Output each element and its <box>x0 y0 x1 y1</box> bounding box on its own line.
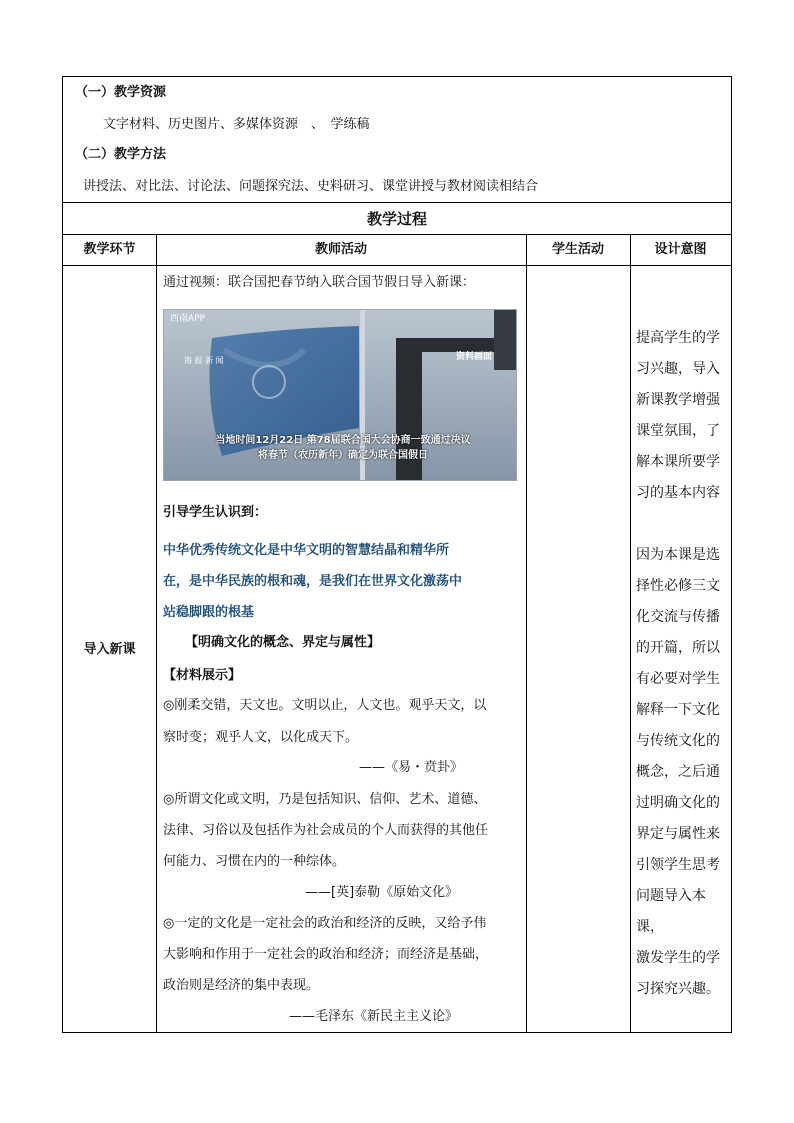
intent-line: 过明确文化的 <box>636 795 720 811</box>
emphasis-line-3: 站稳脚跟的根基 <box>163 605 255 620</box>
quote-1-line-2: 察时变；观乎人文，以化成天下。 <box>163 730 359 745</box>
intent-line: 解释一下文化 <box>636 702 720 718</box>
header-teacher: 教师活动 <box>314 242 367 257</box>
emphasis-line-2: 在，是中华民族的根和魂，是我们在世界文化激荡中 <box>163 574 463 589</box>
caption-line-1: 当地时间12月22日 第78届联合国大会协商一致通过决议 <box>215 435 471 446</box>
intent-line: 概念，之后通 <box>636 764 720 780</box>
un-flag-video-still <box>163 309 517 481</box>
intent-line: 解本课所要学 <box>636 454 720 470</box>
logo-label: 海 报 新 闻 <box>184 356 224 365</box>
intent-line: 界定与属性来 <box>636 826 720 842</box>
lesson-plan-table <box>62 76 732 1033</box>
quote-2-line-1: ◎所谓文化或文明，乃是包括知识、信仰、艺术、道德、 <box>163 792 487 807</box>
intent-line: 与传统文化的 <box>636 733 720 749</box>
stage-label: 导入新课 <box>83 642 136 657</box>
intent-line: 课堂氛围，了 <box>636 423 720 439</box>
intent-line: 的开篇，所以 <box>636 640 720 656</box>
resources-text: 文字材料、历史图片、多媒体资源 、 学练稿 <box>103 117 370 132</box>
intent-line: 习兴趣，导入 <box>636 361 720 377</box>
header-stage: 教学环节 <box>83 242 136 257</box>
concept-heading: 【明确文化的概念、界定与属性】 <box>185 635 381 650</box>
intent-spacer <box>636 509 731 540</box>
quote-3-source: ——毛泽东《新民主主义论》 <box>289 1009 459 1024</box>
column-line <box>156 234 157 1032</box>
methods-text: 讲授法、对比法、讨论法、问题探究法、史料研习、课堂讲授与教材阅读相结合 <box>83 179 539 194</box>
quote-1-line-1: ◎刚柔交错，天文也。文明以止，人文也。观乎天文，以 <box>163 698 487 713</box>
column-line <box>630 234 631 1032</box>
intent-line: 新课教学增强 <box>636 392 720 408</box>
intent-line: 化交流与传播 <box>636 609 720 625</box>
header-intent: 设计意图 <box>654 242 707 257</box>
quote-3-line-2: 大影响和作用于一定社会的政治和经济；而经济是基础， <box>163 947 489 962</box>
material-heading: 【材料展示】 <box>163 668 242 683</box>
quote-2-source: ——[英]泰勒《原始文化》 <box>305 885 459 900</box>
intro-text: 通过视频：联合国把春节纳入联合国节假日导入新课： <box>163 275 476 290</box>
quote-2-line-3: 何能力、习惯在内的一种综体。 <box>163 854 346 869</box>
app-label: 西南APP <box>170 314 206 324</box>
quote-3-line-1: ◎一定的文化是一定社会的政治和经济的反映，又给予伟 <box>163 916 487 931</box>
quote-3-line-3: 政治则是经济的集中表现。 <box>163 978 320 993</box>
guide-text: 引导学生认识到： <box>163 505 268 520</box>
intent-line: 因为本课是选 <box>636 547 720 563</box>
intent-line: 择性必修三文 <box>636 578 720 594</box>
emphasis-line-1: 中华优秀传统文化是中华文明的智慧结晶和精华所 <box>163 543 450 558</box>
intent-line: 提高学生的学 <box>636 330 720 346</box>
quote-1-source: ——《易・贲卦》 <box>359 760 464 775</box>
resources-heading: （一）教学资源 <box>75 85 167 100</box>
intent-line: 激发学生的学 <box>636 950 720 966</box>
design-intent-text <box>636 323 731 1005</box>
caption-line-2: 将春节（农历新年）确定为联合国假日 <box>258 450 428 461</box>
section-divider <box>63 202 731 203</box>
intent-line: 问题导入本课， <box>636 888 706 935</box>
source-tag: 资料画面 <box>456 352 493 362</box>
intent-line: 引领学生思考 <box>636 857 720 873</box>
intent-line: 习探究兴趣。 <box>636 981 720 997</box>
intent-line: 习的基本内容 <box>636 485 720 501</box>
methods-heading: （二）教学方法 <box>75 147 167 162</box>
intent-line: 有必要对学生 <box>636 671 720 687</box>
process-title: 教学过程 <box>366 210 427 228</box>
header-student: 学生活动 <box>551 242 604 257</box>
column-line <box>526 234 527 1032</box>
quote-2-line-2: 法律、习俗以及包括作为社会成员的个人而获得的其他任 <box>163 823 489 838</box>
